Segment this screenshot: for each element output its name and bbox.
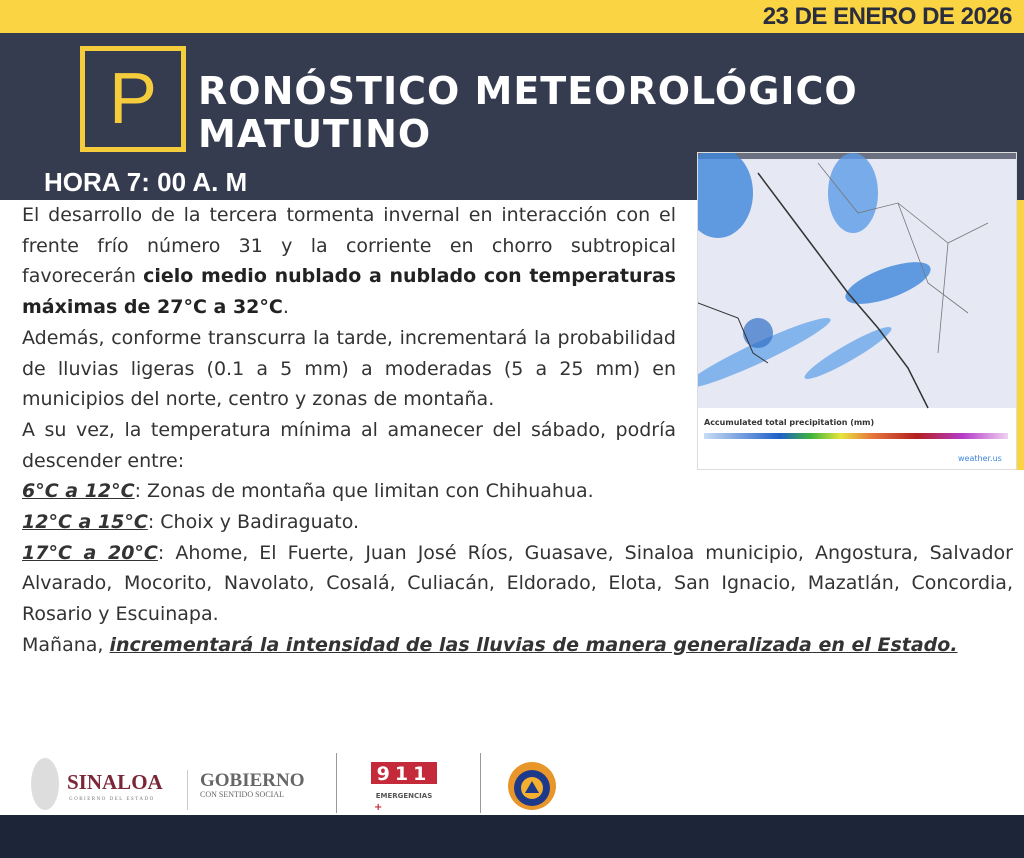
range-2-areas: : Choix y Badiraguato. xyxy=(147,511,360,534)
gobierno-logo: GOBIERNO xyxy=(200,770,305,791)
page-title xyxy=(198,70,858,156)
state-seal-icon xyxy=(31,758,59,810)
paragraph-2: Además, conforme transcurra la tarde, incrementará la probabilidad de lluvias ligeras (0.1 a 5 mm) a moderadas (5 a 25 mm) en municipios del norte, centro y zonas de montaña. xyxy=(22,326,676,411)
footer-bar xyxy=(0,815,1024,858)
map-brand: weather.us xyxy=(958,454,1002,463)
logo-letter-box xyxy=(80,46,186,152)
tomorrow-label: Mañana, xyxy=(22,633,110,656)
range-1-areas: : Zonas de montaña que limitan con Chihuahua. xyxy=(134,480,594,503)
range-3: 17°C a 20°C xyxy=(22,541,158,564)
sinaloa-sub: GOBIERNO DEL ESTADO xyxy=(69,797,155,802)
date: 23 DE ENERO DE 2026 xyxy=(762,3,1012,30)
svg-text:+: + xyxy=(374,802,383,813)
paragraph-3: A su vez, la temperatura mínima al amanecer del sábado, podría descender entre: xyxy=(22,418,676,472)
forecast-time: HORA 7: 00 A. M xyxy=(44,167,248,197)
title-line-2: MATUTINO xyxy=(198,111,432,156)
range-1: 6°C a 12°C xyxy=(22,480,135,503)
map-legend-title: Accumulated total precipitation (mm) xyxy=(704,418,875,427)
tomorrow-forecast: incrementará la intensidad de las lluvias de manera generalizada en el Estado. xyxy=(109,633,958,656)
911-logo: 911 xyxy=(376,763,432,785)
gobierno-sub: CON SENTIDO SOCIAL xyxy=(200,790,284,799)
max-temps: cielo medio nublado a nublado con temperaturas máximas de 27°C a 32°C xyxy=(22,265,676,319)
911-sub: EMERGENCIAS xyxy=(375,792,433,800)
range-2: 12°C a 15°C xyxy=(22,511,148,534)
range-3-areas: : Ahome, El Fuerte, Juan José Ríos, Guasave, Sinaloa municipio, Angostura, Salvador Alvarado, Mocorito, Navolato, Cosalá, Culiacán, Eldorado, Elota, San Ignacio, Mazatlán, Concordia, Rosario y Escuinapa. xyxy=(22,541,1013,626)
logos-row xyxy=(0,748,600,814)
title-line-1: RONÓSTICO METEOROLÓGICO xyxy=(198,69,858,113)
period: . xyxy=(282,296,289,319)
paragraph-1: El desarrollo de la tercera tormenta invernal en interacción con el frente frío número 31 y la corriente en chorro subtropical favorecerán xyxy=(22,204,676,288)
top-banner xyxy=(0,0,1024,33)
sinaloa-logo: SINALOA xyxy=(67,770,163,794)
logo-letter: P xyxy=(108,59,158,139)
forecast-body xyxy=(22,200,1013,661)
